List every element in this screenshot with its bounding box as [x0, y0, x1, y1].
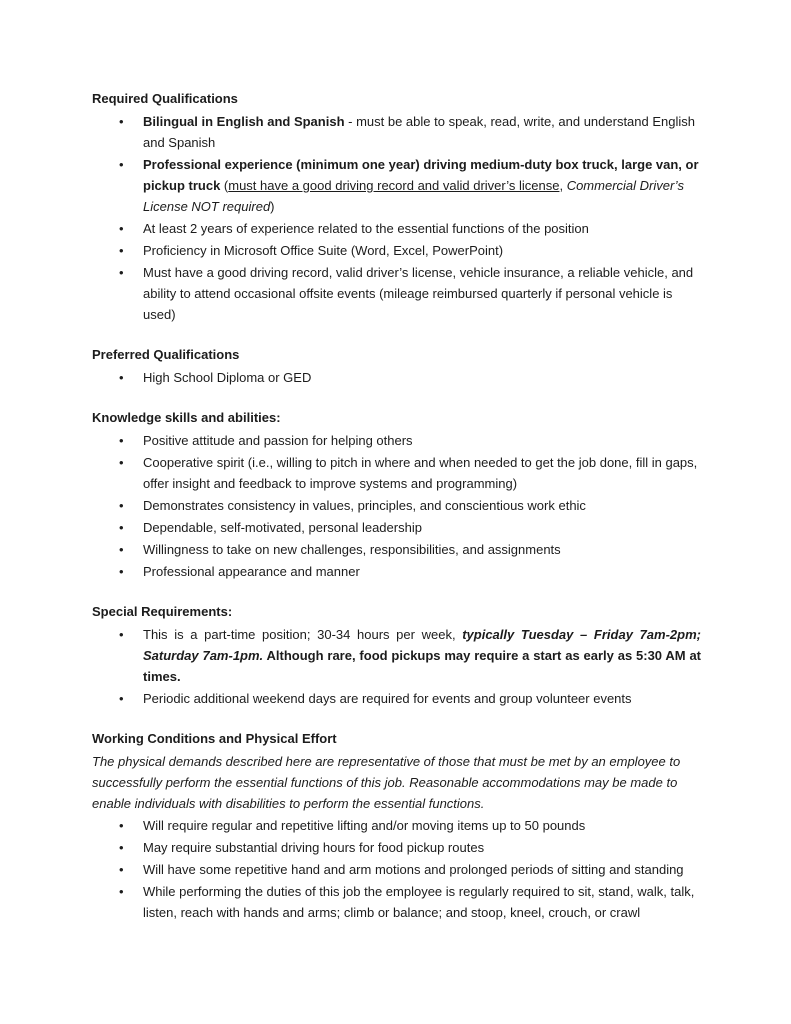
bullet-item [92, 452, 701, 494]
bullet-text [143, 688, 701, 709]
bullet-item [92, 881, 701, 923]
bullet-item [92, 111, 701, 153]
bullet-item [92, 154, 701, 217]
bullet-dot-icon: • [119, 433, 124, 448]
text-run-regular: Willingness to take on new challenges, responsibilities, and assignments [143, 542, 561, 557]
bullet-item [92, 262, 701, 325]
text-run-regular: Must have a good driving record, valid driver’s license, vehicle insurance, a reliable vehicle, and ability to attend occasional offsite events (mileage reimbursed quarterly if personal vehicle is used) [143, 265, 694, 322]
text-run-regular: High School Diploma or GED [143, 370, 312, 385]
bullet-text [143, 452, 701, 494]
text-run-regular: Professional appearance and manner [143, 564, 360, 579]
bullet-dot-icon: • [119, 370, 124, 385]
text-run-regular: May require substantial driving hours for food pickup routes [143, 840, 485, 855]
text-run-regular: This is a part-time position; 30-34 hours per week, [143, 627, 463, 642]
bullet-item [92, 859, 701, 880]
text-run-italic: Commercial Driver’s License NOT required [143, 178, 684, 214]
section-heading: Special Requirements: [92, 604, 233, 619]
bullet-text [143, 517, 701, 538]
bullet-dot-icon: • [119, 157, 124, 172]
text-run-bold: Bilingual in English and Spanish [143, 114, 345, 129]
bullet-text [143, 881, 701, 923]
text-run-regular: While performing the duties of this job the employee is regularly required to sit, stand, walk, talk, listen, reach with hands and arms; climb or balance; and stoop, kneel, crouch, or crawl [143, 884, 695, 920]
bullet-dot-icon: • [119, 520, 124, 535]
bullet-item [92, 688, 701, 709]
bullet-text [143, 815, 701, 836]
text-run-regular: ( [220, 178, 229, 193]
bullet-text [143, 154, 701, 217]
section-heading: Working Conditions and Physical Effort [92, 731, 337, 746]
bullet-dot-icon: • [119, 818, 124, 833]
bullet-item [92, 624, 701, 687]
text-run-italic: The physical demands described here are representative of those that must be met by an employee to successfully perform the essential functions of this job. Reasonable accommodations may be made to enable individuals with disabilities to perform the essential functions. [92, 754, 681, 811]
bullet-text [143, 430, 701, 451]
bullet-dot-icon: • [119, 265, 124, 280]
bullet-text [143, 262, 701, 325]
section-knowledge-skills-abilities [92, 407, 701, 582]
bullet-text [143, 561, 701, 582]
bullet-dot-icon: • [119, 221, 124, 236]
section-heading: Preferred Qualifications [92, 347, 240, 362]
text-run-regular: Will require regular and repetitive lifting and/or moving items up to 50 pounds [143, 818, 586, 833]
text-run-regular: At least 2 years of experience related to the essential functions of the position [143, 221, 589, 236]
section-heading: Required Qualifications [92, 91, 238, 106]
bullet-item [92, 539, 701, 560]
text-run-regular: - must be able to speak, read, write, and understand English and Spanish [143, 114, 695, 150]
bullet-text [143, 240, 701, 261]
text-run-bold-italic: typically Tuesday – Friday 7am-2pm; Saturday 7am-1pm. [143, 627, 701, 663]
bullet-dot-icon: • [119, 542, 124, 557]
text-run-regular: Cooperative spirit (i.e., willing to pitch in where and when needed to get the job done, fill in gaps, offer insight and feedback to improve systems and programming) [143, 455, 698, 491]
text-run-regular: Periodic additional weekend days are required for events and group volunteer events [143, 691, 632, 706]
bullet-item [92, 240, 701, 261]
bullet-item [92, 561, 701, 582]
bullet-item [92, 517, 701, 538]
bullet-list [92, 430, 701, 582]
bullet-list [92, 624, 701, 709]
text-run-regular: Dependable, self-motivated, personal leadership [143, 520, 422, 535]
bullet-dot-icon: • [119, 884, 124, 899]
text-run-regular: , [559, 178, 567, 193]
text-run-regular: Demonstrates consistency in values, principles, and conscientious work ethic [143, 498, 586, 513]
bullet-list [92, 111, 701, 325]
bullet-text [143, 624, 701, 687]
bullet-dot-icon: • [119, 691, 124, 706]
section-heading: Knowledge skills and abilities: [92, 410, 281, 425]
section-special-requirements [92, 601, 701, 709]
section-preferred-qualifications [92, 344, 701, 388]
bullet-dot-icon: • [119, 840, 124, 855]
bullet-dot-icon: • [119, 627, 124, 642]
bullet-text [143, 218, 701, 239]
text-run-regular: Proficiency in Microsoft Office Suite (Word, Excel, PowerPoint) [143, 243, 504, 258]
bullet-dot-icon: • [119, 862, 124, 877]
bullet-text [143, 367, 701, 388]
section-working-conditions [92, 728, 701, 923]
text-run-regular: ) [270, 199, 275, 214]
bullet-dot-icon: • [119, 455, 124, 470]
section-intro-paragraph [92, 751, 701, 814]
bullet-dot-icon: • [119, 243, 124, 258]
bullet-text [143, 837, 701, 858]
bullet-text [143, 495, 701, 516]
bullet-dot-icon: • [119, 114, 124, 129]
section-required-qualifications [92, 88, 701, 325]
bullet-item [92, 837, 701, 858]
bullet-item [92, 495, 701, 516]
bullet-item [92, 218, 701, 239]
bullet-item [92, 367, 701, 388]
bullet-item [92, 815, 701, 836]
bullet-dot-icon: • [119, 498, 124, 513]
text-run-regular: Positive attitude and passion for helping others [143, 433, 413, 448]
text-run-bold: Although rare, food pickups may require a start as early as 5:30 AM at times. [143, 648, 701, 684]
bullet-list [92, 815, 701, 923]
bullet-item [92, 430, 701, 451]
text-run-bold: Professional experience (minimum one year) driving medium-duty box truck, large van, or pickup truck [143, 157, 699, 193]
bullet-text [143, 111, 701, 153]
text-run-underline: must have a good driving record and valid driver’s license [228, 178, 560, 193]
bullet-text [143, 539, 701, 560]
bullet-list [92, 367, 701, 388]
bullet-text [143, 859, 701, 880]
bullet-dot-icon: • [119, 564, 124, 579]
text-run-regular: Will have some repetitive hand and arm motions and prolonged periods of sitting and standing [143, 862, 684, 877]
